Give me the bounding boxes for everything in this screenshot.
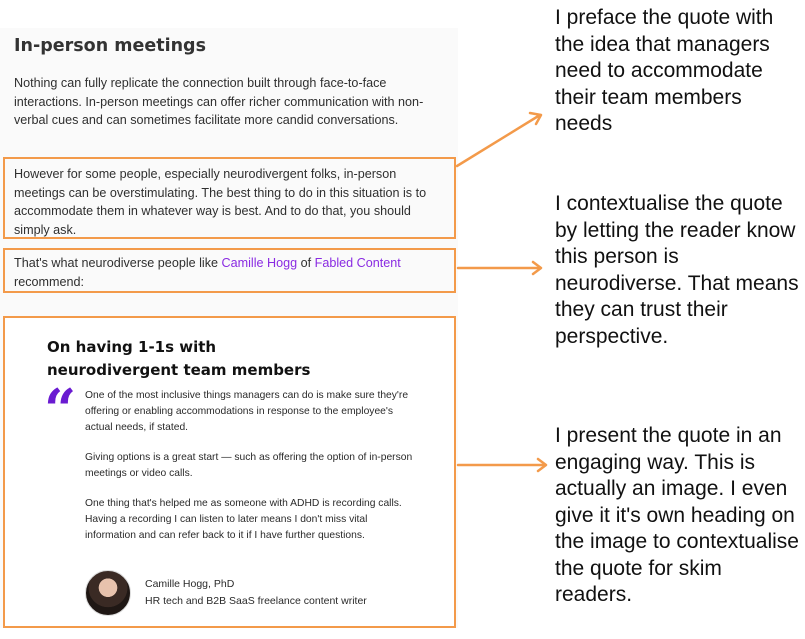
annotation-note-3: I present the quote in an engaging way. This is actually an image. I even give it it's own heading on the image to contextualise the quote for skim readers.: [555, 424, 799, 606]
quote-paragraph-1: One of the most inclusive things managers can do is make sure they're offering or enabling accommodations in response to the employee's actual needs, if stated.: [85, 390, 409, 434]
arrow-2-head: [533, 262, 541, 274]
author-role: HR tech and B2B SaaS freelance content writer: [145, 595, 367, 607]
paragraph-text-middle: of: [297, 256, 315, 270]
section-heading: In-person meetings: [14, 36, 206, 56]
quote-mark-icon: “: [44, 377, 77, 443]
link-fabled-content[interactable]: Fabled Content: [314, 256, 401, 270]
highlight-box-quote-card: [3, 316, 456, 628]
link-camille-hogg[interactable]: Camille Hogg: [221, 256, 298, 270]
highlight-box-accommodate: [3, 157, 456, 239]
quote-paragraph-3: One thing that's helped me as someone with ADHD is recording calls. Having a recording I can listen to later means I don't miss vital information and can refer back to it if I have further questions.: [85, 498, 402, 542]
paragraph-text-before: That's what neurodiverse people like: [14, 256, 222, 270]
author-name: Camille Hogg, PhD: [145, 578, 235, 590]
quote-card-heading: On having 1-1s with neurodivergent team members: [47, 338, 311, 379]
annotation-note-2: I contextualise the quote by letting the reader know this person is neurodiverse. That means they can trust their perspective.: [555, 192, 799, 348]
quote-paragraph-2: Giving options is a great start — such as offering the option of in-person meetings or video calls.: [85, 452, 413, 480]
arrow-1-line: [457, 115, 540, 166]
highlight-box-recommendation: [3, 248, 456, 293]
paragraph-accommodate: However for some people, especially neurodivergent folks, in-person meetings can be overstimulating. The best thing to do in this situation is to accommodate them in whatever way is best. And to do that, you should simply ask.: [14, 167, 427, 237]
paragraph-text-after: recommend:: [14, 274, 84, 289]
arrow-1-head: [530, 113, 541, 124]
paragraph-intro: Nothing can fully replicate the connection built through face-to-face interactions. In-person meetings can offer richer communication with non-verbal cues and can sometimes facilitate more candid conversations.: [14, 76, 424, 127]
annotation-note-1: I preface the quote with the idea that managers need to accommodate their team members needs: [555, 6, 774, 135]
arrow-3-head: [538, 459, 546, 471]
